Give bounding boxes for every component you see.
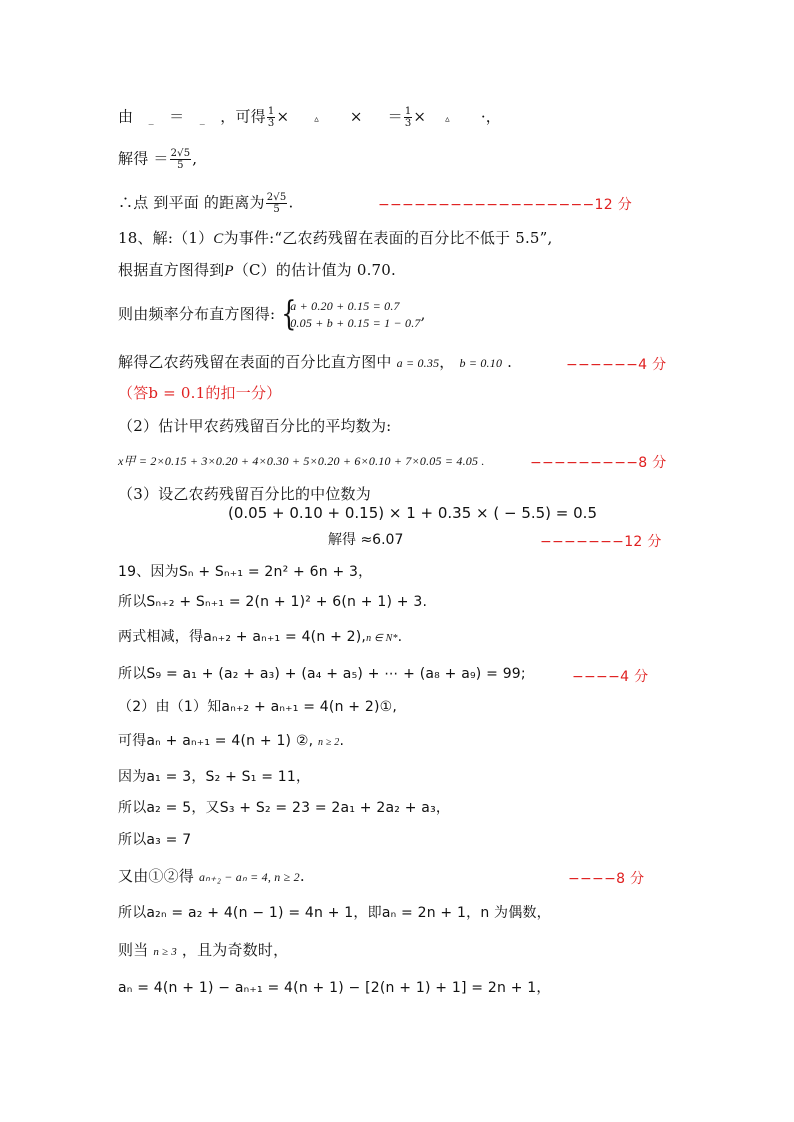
q19-initial: 因为a₁ = 3，S₂ + S₁ = 11，: [118, 769, 311, 785]
score-marker: −−−−8 分: [568, 871, 645, 887]
fraction: $\frac{2√5}{5}$: [266, 192, 287, 215]
text: 由: [118, 107, 134, 126]
text: 则当: [118, 941, 149, 959]
text: 可得aₙ + aₙ₊₁ = 4(n + 1) ②,: [118, 733, 314, 749]
fraction: $\frac{2√5}{5}$: [170, 148, 191, 171]
text: ＝: [387, 107, 403, 126]
score-marker: −−−−4 分: [572, 669, 649, 685]
equation: a = 0.35: [396, 356, 440, 370]
solution-line: [118, 148, 197, 171]
score-marker: −−−−−−−−−−−−−−−−−−12 分: [378, 197, 633, 213]
equation: b = 0.10: [459, 356, 503, 370]
q19-even: 所以a₂ₙ = a₂ + 4(n − 1) = 4n + 1，即aₙ = 2n + 1，n 为偶数，: [118, 905, 551, 921]
q18-part2: （2）估计甲农药残留百分比的平均数为:: [118, 417, 392, 435]
q19-subtract: [118, 627, 402, 649]
text: ，可得: [220, 107, 266, 126]
q18-solve: [118, 352, 512, 373]
equation-row: { a + 0.20 + 0.15 = 0.7: [290, 299, 400, 313]
condition: n ∈ N*: [366, 633, 398, 644]
equation-line-1: 由 _ ＝ _ ，可得 $\frac{1}{3}$ × ▵ × ＝ $\frac{1}{3}$ × ▵ ·，: [118, 106, 502, 129]
q19-a2: 所以a₂ = 5，又S₃ + S₂ = 23 = 2a₁ + 2a₂ + a₃，: [118, 800, 451, 816]
score-marker: −−−−−−4 分: [566, 357, 667, 373]
text: ·，: [480, 107, 502, 126]
q19-difference: [118, 866, 305, 887]
text: ，: [439, 353, 455, 371]
text: 18、解:（1）: [118, 229, 214, 247]
fraction: $\frac{1}{3}$: [267, 106, 275, 129]
equation: x甲 = 2×0.15 + 3×0.20 + 4×0.30 + 5×0.20 + 6×0.10 + 7×0.05 = 4.05 .: [118, 454, 485, 468]
text: 为事件:“乙农药残留在表面的百分比不低于 5.5”,: [223, 229, 553, 247]
variable: P: [224, 263, 234, 279]
condition: n ≥ 3: [153, 946, 177, 958]
text: ×: [413, 107, 427, 126]
median-result: 解得 ≈6.07: [328, 532, 404, 548]
text: 解得 ＝: [118, 149, 169, 168]
q19-a3: 所以a₃ = 7: [118, 832, 192, 848]
deduction-note: （答b = 0.1的扣一分）: [118, 384, 282, 402]
q19-s9: 所以S₉ = a₁ + (a₂ + a₃) + (a₄ + a₅) + ⋯ + (a₈ + a₉) = 99;: [118, 666, 526, 682]
triangle-icon: ▵: [445, 114, 450, 125]
triangle-icon: ▵: [314, 114, 319, 125]
score-marker: −−−−−−−−−8 分: [530, 455, 667, 471]
q19-part2: （2）由（1）知aₙ₊₂ + aₙ₊₁ = 4(n + 2)①,: [118, 699, 398, 715]
q19-shifted: 所以Sₙ₊₂ + Sₙ₊₁ = 2(n + 1)² + 6(n + 1) + 3.: [118, 594, 428, 610]
equation-row: 0.05 + b + 0.15 = 1 − 0.7: [290, 316, 421, 330]
text: .: [397, 629, 403, 645]
text: .: [288, 193, 294, 212]
variable: C: [213, 231, 224, 247]
q18-estimate: [118, 260, 396, 281]
q19-given: 19、因为Sₙ + Sₙ₊₁ = 2n² + 6n + 3，: [118, 564, 373, 580]
distance-conclusion: [118, 192, 293, 215]
text: .: [507, 353, 513, 371]
q19-odd: aₙ = 4(n + 1) − aₙ₊₁ = 4(n + 1) − [2(n + 1) + 1] = 2n + 1，: [118, 980, 551, 996]
fraction: $\frac{1}{3}$: [404, 106, 412, 129]
text: .: [339, 733, 345, 749]
score-marker: −−−−−−−12 分: [540, 534, 662, 550]
condition: n ≥ 2: [317, 737, 340, 748]
text: ,: [420, 305, 426, 323]
text: ＝: [169, 107, 185, 126]
text: ∴点 到平面 的距离为: [118, 193, 265, 212]
text: 则由频率分布直方图得:: [118, 305, 276, 323]
text: 解得乙农药残留在表面的百分比直方图中: [118, 353, 392, 371]
text: ×: [276, 107, 290, 126]
equation-system: [280, 298, 420, 332]
text: .: [299, 867, 305, 885]
q19-derive: [118, 731, 344, 753]
median-equation: (0.05 + 0.10 + 0.15) × 1 + 0.35 × ( − 5.5) = 0.5: [228, 504, 597, 522]
text: 又由①②得: [118, 867, 195, 885]
q18-system: [118, 298, 426, 332]
text: （C）的估计值为 0.70.: [233, 261, 396, 279]
text: ,: [192, 149, 198, 168]
text: 两式相减，得aₙ₊₂ + aₙ₊₁ = 4(n + 2),: [118, 629, 367, 645]
q19-odd-condition: [118, 940, 288, 962]
q18-part1: [118, 228, 553, 249]
text: 根据直方图得到: [118, 261, 225, 279]
q18-mean-formula: [118, 450, 485, 471]
text: ，且为奇数时，: [181, 941, 289, 959]
text: ×: [349, 107, 363, 126]
equation: aₙ₊₂ − aₙ = 4, n ≥ 2: [198, 870, 300, 884]
q18-part3: （3）设乙农药残留百分比的中位数为: [118, 485, 371, 503]
